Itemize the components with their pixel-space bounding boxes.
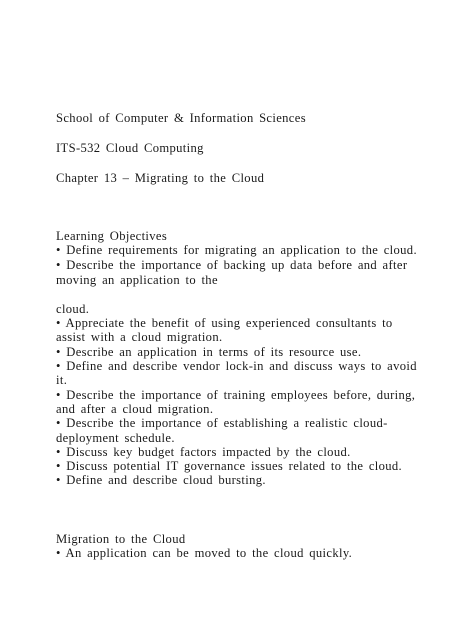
course-title: ITS-532 Cloud Computing (56, 141, 204, 155)
migration-heading: Migration to the Cloud (56, 532, 186, 546)
objective-line: and after a cloud migration. (56, 402, 214, 416)
objective-line: • Define and describe cloud bursting. (56, 473, 266, 487)
objective-line: deployment schedule. (56, 431, 175, 445)
objective-line: moving an application to the (56, 273, 218, 287)
objective-line: it. (56, 373, 68, 387)
objective-line: • Discuss potential IT governance issues related to the cloud. (56, 459, 403, 473)
school-title: School of Computer & Information Sciences (56, 111, 306, 125)
objectives-heading: Learning Objectives (56, 229, 168, 243)
objective-line: • Describe the importance of establishing a realistic cloud- (56, 416, 388, 430)
chapter-title: Chapter 13 – Migrating to the Cloud (56, 171, 265, 185)
objective-line: assist with a cloud migration. (56, 330, 223, 344)
objective-line: • Describe the importance of backing up data before and after (56, 258, 408, 272)
objective-line: • Describe an application in terms of its resource use. (56, 345, 362, 359)
objective-line: • Appreciate the benefit of using experienced consultants to (56, 316, 393, 330)
migration-line: • An application can be moved to the cloud quickly. (56, 546, 353, 560)
objective-line: • Discuss key budget factors impacted by the cloud. (56, 445, 351, 459)
objective-line: • Describe the importance of training employees before, during, (56, 388, 416, 402)
objective-line: • Define requirements for migrating an application to the cloud. (56, 243, 417, 257)
objective-line: cloud. (56, 302, 90, 316)
objective-line: • Define and describe vendor lock-in and discuss ways to avoid (56, 359, 417, 373)
